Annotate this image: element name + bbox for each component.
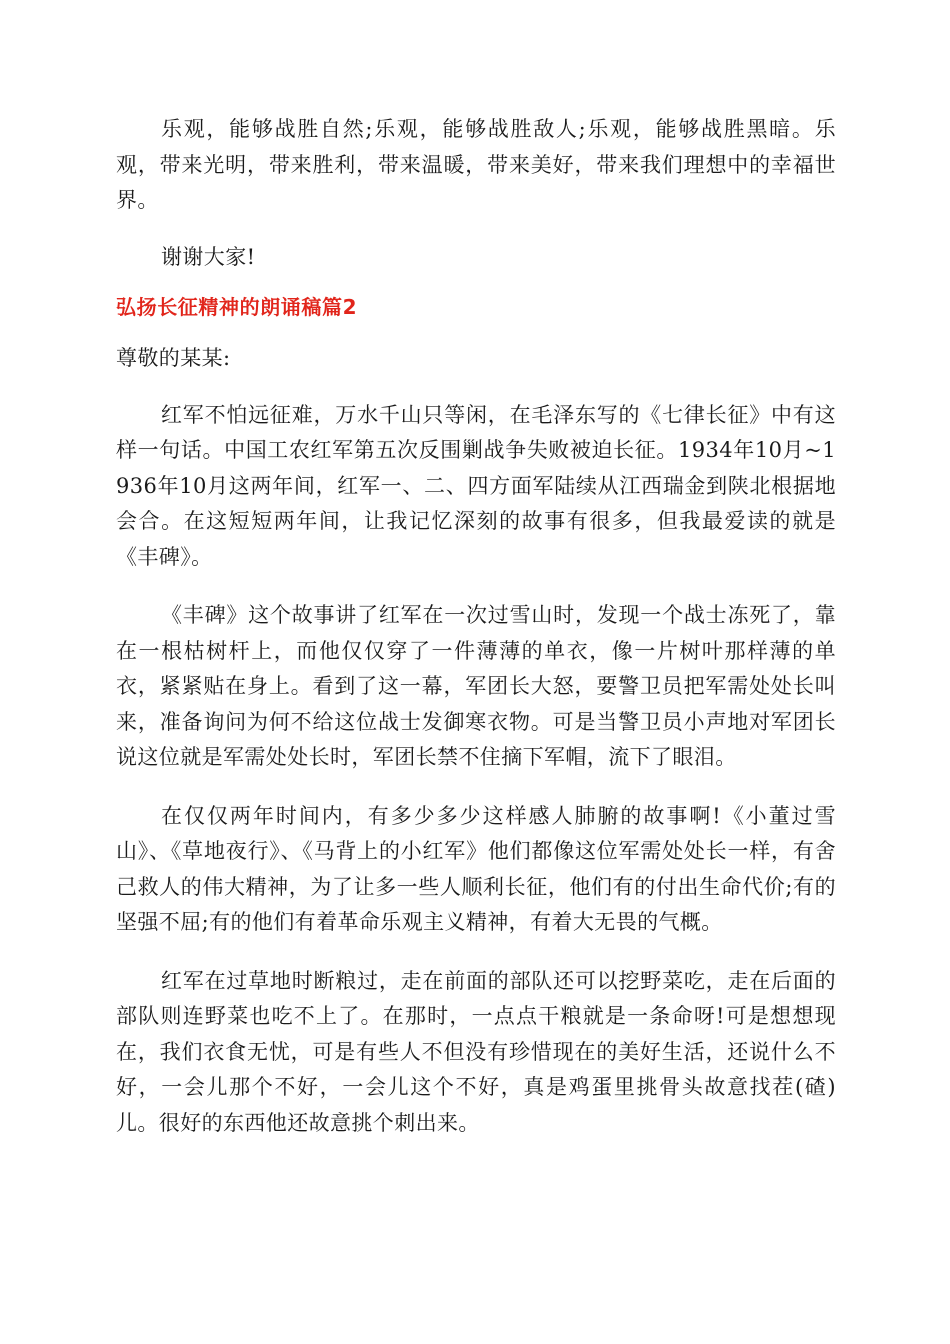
document-body [116,112,836,1141]
paragraph-fengbei-story: 《丰碑》这个故事讲了红军在一次过雪山时，发现一个战士冻死了，靠在一根枯树杆上，而他仅仅穿了一件薄薄的单衣，像一片树叶那样薄的单衣，紧紧贴在身上。看到了这一幕，军团长大怒，要警卫员把军需处处长叫来，准备询问为何不给这位战士发御寒衣物。可是当警卫员小声地对军团长说这位就是军需处处长时，军团长禁不住摘下军帽，流下了眼泪。 [116,603,836,769]
paragraph-long-march-intro: 红军不怕远征难，万水千山只等闲，在毛泽东写的《七律长征》中有这样一句话。中国工农红军第五次反围剿战争失败被迫长征。1934年10月~1936年10月这两年间，红军一、二、四方面军陆续从江西瑞金到陕北根据地会合。在这短短两年间，让我记忆深刻的故事有很多，但我最爱读的就是《丰碑》。 [116,402,836,569]
paragraph-grassland: 红军在过草地时断粮过，走在前面的部队还可以挖野菜吃，走在后面的部队则连野菜也吃不上了。在那时，一点点干粮就是一条命呀!可是想想现在，我们衣食无忧，可是有些人不但没有珍惜现在的美好生活，还说什么不好，一会儿那个不好，一会儿这个不好，真是鸡蛋里挑骨头故意找茬(碴)儿。很好的东西他还故意挑个刺出来。 [116,968,836,1135]
salutation: 尊敬的某某: [116,346,231,370]
paragraph-optimism: 乐观，能够战胜自然;乐观，能够战胜敌人;乐观，能够战胜黑暗。乐观，带来光明，带来胜利，带来温暖，带来美好，带来我们理想中的幸福世界。 [116,117,836,212]
section-heading: 弘扬长征精神的朗诵稿篇2 [116,295,358,319]
paragraph-touching-stories: 在仅仅两年时间内，有多少多少这样感人肺腑的故事啊!《小董过雪山》、《草地夜行》、《马背上的小红军》他们都像这位军需处处长一样，有舍己救人的伟大精神，为了让多一些人顺利长征，他们有的付出生命代价;有的坚强不屈;有的他们有着革命乐观主义精神，有着大无畏的气概。 [116,803,836,934]
paragraph-thanks: 谢谢大家! [161,244,256,269]
